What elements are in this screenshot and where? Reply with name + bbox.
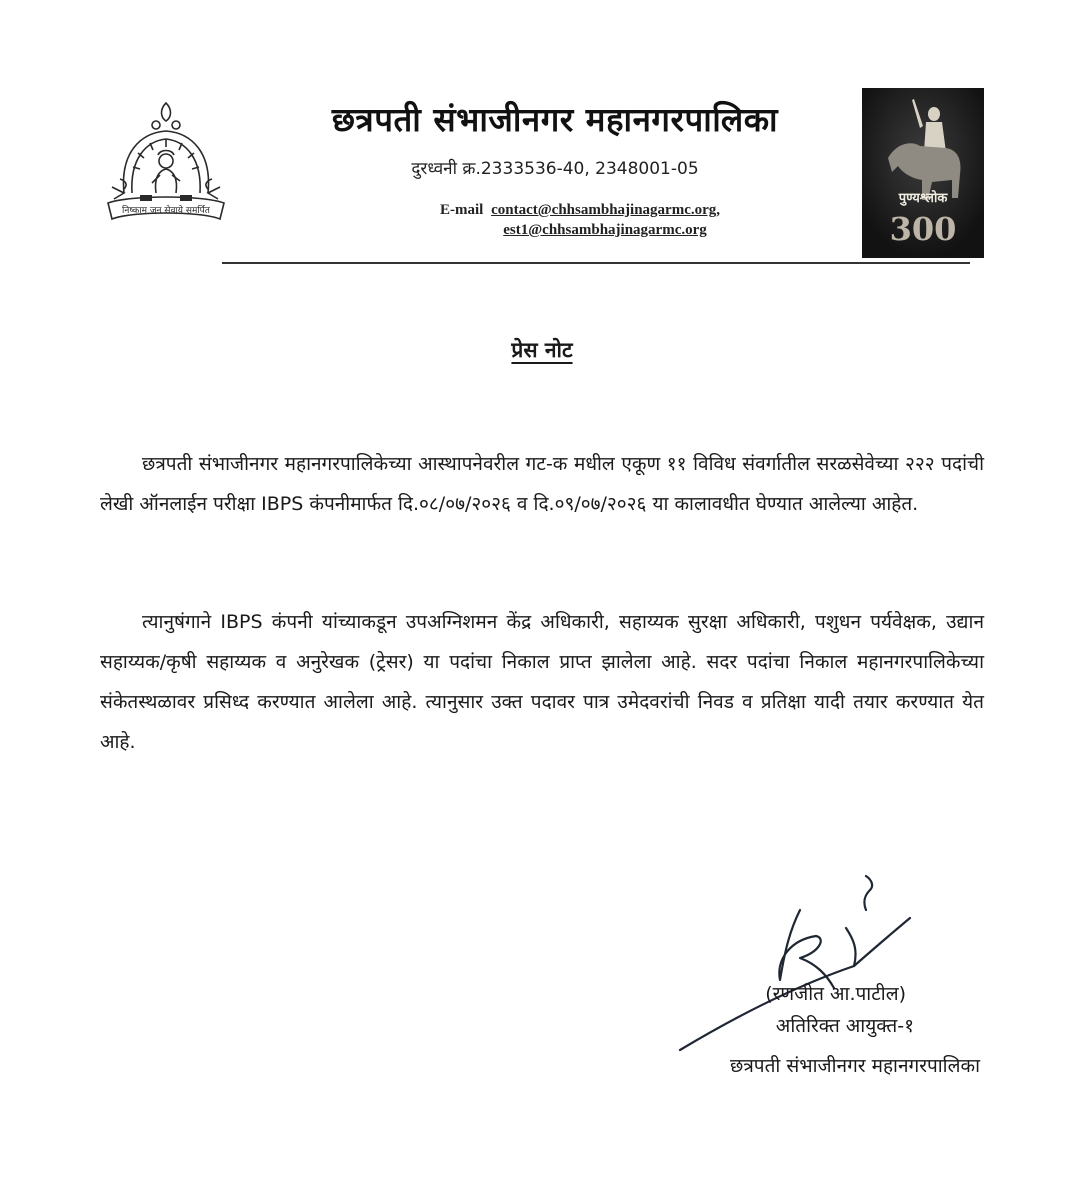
email-label: E-mail bbox=[439, 202, 484, 218]
email-link-primary[interactable]: contact@chhsambhajinagarmc.org, bbox=[491, 202, 721, 218]
body-paragraph-2: त्यानुषंगाने IBPS कंपनी यांच्याकडून उपअग्निशमन केंद्र अधिकारी, सहाय्यक सुरक्षा अधिकारी, पशुधन पर्यवेक्षक, उद्यान सहाय्यक/कृषी सहाय्यक व अनुरेखक (ट्रेसर) या पदांचा निकाल प्राप्त झालेला आहे. सदर पदांचा निकाल महानगरपालिकेच्या संकेतस्थळावर प्रसिध्द करण्यात आलेला आहे. त्यानुसार उक्त पदावर पात्र उमेदवरांची निवड व प्रतिक्षा यादी तयार करण्यात येत आहे. bbox=[100, 611, 984, 753]
email-link-secondary[interactable]: est1@chhsambhajinagarmc.org bbox=[503, 222, 707, 238]
handwritten-signature bbox=[640, 870, 920, 1070]
document-heading-text: प्रेस नोट bbox=[511, 338, 573, 362]
equestrian-statue-photo bbox=[862, 88, 984, 258]
signatory-designation: अतिरिक्त आयुक्त-१ bbox=[775, 1015, 914, 1037]
body-paragraph-1: छत्रपती संभाजीनगर महानगरपालिकेच्या आस्थापनेवरील गट-क मधील एकूण ११ विविध संवर्गातील सरळसेवेच्या २२२ पदांची लेखी ऑनलाईन परीक्षा IBPS कंपनीमार्फत दि.०८/०७/२०२६ व दि.०९/०७/२०२६ या कालावधीत घेण्यात आलेल्या आहेत. bbox=[100, 453, 984, 515]
header-divider bbox=[222, 262, 970, 264]
signatory-name: (रणजीत आ.पाटील) bbox=[765, 983, 906, 1005]
organization-phone: दुरध्वनी क्र.2333536-40, 2348001-05 bbox=[411, 159, 699, 179]
photo-number: 300 bbox=[889, 210, 957, 248]
organization-email-block bbox=[330, 200, 830, 240]
municipal-crest-emblem bbox=[100, 95, 232, 235]
document-heading bbox=[0, 336, 1084, 364]
photo-caption: पुण्यश्लोक bbox=[898, 191, 948, 206]
signatory-organization: छत्रपती संभाजीनगर महानगरपालिका bbox=[730, 1055, 980, 1077]
emblem-motto: निष्काम जन सेवाये समर्पित bbox=[122, 206, 210, 216]
organization-title: छत्रपती संभाजीनगर महानगरपालिका bbox=[331, 100, 779, 139]
